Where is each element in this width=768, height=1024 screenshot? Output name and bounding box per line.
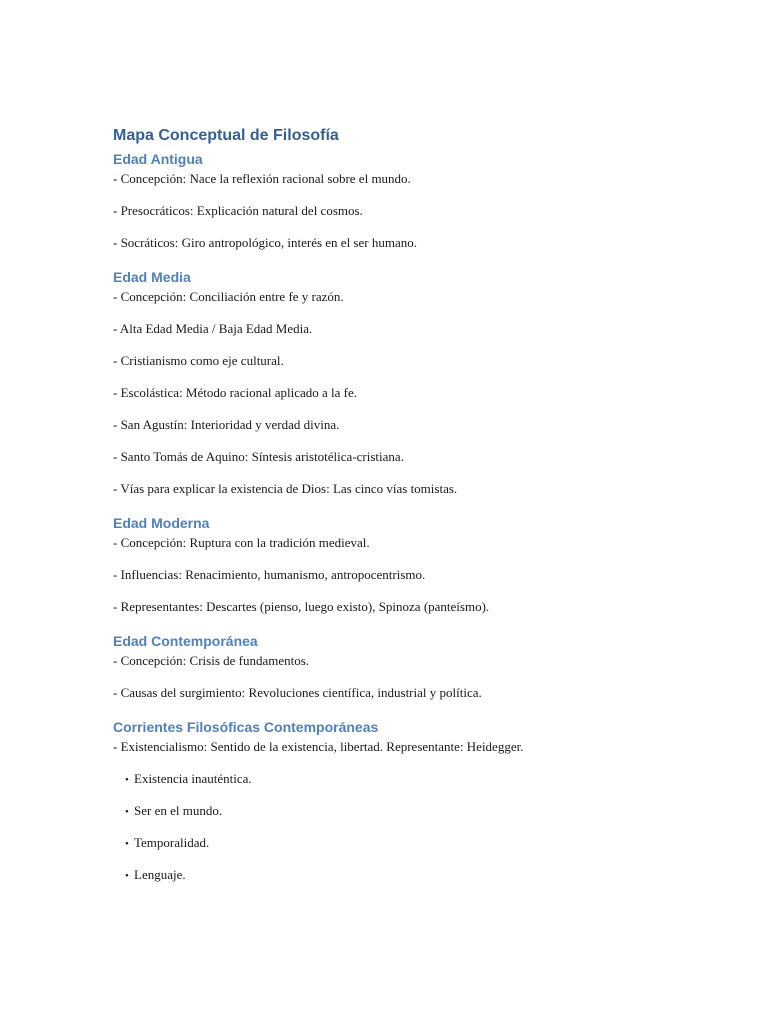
list-item: - Representantes: Descartes (pienso, luego existo), Spinoza (panteísmo).	[113, 599, 490, 614]
list-item: - Presocráticos: Explicación natural del cosmos.	[113, 203, 363, 218]
section-item-list	[113, 738, 733, 898]
section-edad-contemporanea	[113, 630, 733, 716]
section-edad-antigua	[113, 148, 733, 266]
section-item-list	[113, 170, 733, 266]
list-item: - Concepción: Nace la reflexión racional sobre el mundo.	[113, 171, 411, 186]
list-item: - Concepción: Crisis de fundamentos.	[113, 653, 310, 668]
sub-list-item	[113, 770, 733, 802]
list-item: - Causas del surgimiento: Revoluciones científica, industrial y política.	[113, 685, 482, 700]
section-heading: Edad Moderna	[113, 515, 210, 531]
sub-list-item-text: Temporalidad.	[134, 835, 210, 850]
section-heading: Edad Contemporánea	[113, 633, 258, 649]
section-item-list	[113, 534, 733, 630]
section-edad-moderna	[113, 512, 733, 630]
sub-list-item-text: Ser en el mundo.	[134, 803, 223, 818]
sub-list-item	[113, 802, 733, 834]
section-heading: Edad Antigua	[113, 151, 203, 167]
document-content	[113, 124, 733, 898]
section-item-list	[113, 288, 733, 512]
bullet-icon: •	[125, 870, 129, 882]
list-item: - San Agustín: Interioridad y verdad divina.	[113, 417, 340, 432]
list-item: - Cristianismo como eje cultural.	[113, 353, 284, 368]
section-corrientes-filosoficas-contemporaneas	[113, 716, 733, 898]
list-item: - Escolástica: Método racional aplicado a la fe.	[113, 385, 358, 400]
list-item: - Socráticos: Giro antropológico, interés en el ser humano.	[113, 235, 417, 250]
list-item: - Vías para explicar la existencia de Dios: Las cinco vías tomistas.	[113, 481, 458, 496]
list-item: - Alta Edad Media / Baja Edad Media.	[113, 321, 313, 336]
sub-list-item-text: Existencia inauténtica.	[134, 771, 252, 786]
section-edad-media	[113, 266, 733, 512]
list-item: - Concepción: Ruptura con la tradición medieval.	[113, 535, 370, 550]
section-heading: Edad Media	[113, 269, 191, 285]
section-item-list	[113, 652, 733, 716]
sub-list-item	[113, 866, 733, 898]
list-item: - Influencias: Renacimiento, humanismo, antropocentrismo.	[113, 567, 426, 582]
document-title: Mapa Conceptual de Filosofía	[113, 127, 339, 144]
bullet-icon: •	[125, 838, 129, 850]
list-item: - Concepción: Conciliación entre fe y razón.	[113, 289, 344, 304]
list-item: - Existencialismo: Sentido de la existencia, libertad. Representante: Heidegger.	[113, 739, 524, 754]
list-item: - Santo Tomás de Aquino: Síntesis aristotélica-cristiana.	[113, 449, 404, 464]
sections-container	[113, 148, 733, 898]
bullet-icon: •	[125, 774, 129, 786]
sub-list-item-text: Lenguaje.	[134, 867, 186, 882]
bullet-icon: •	[125, 806, 129, 818]
sub-list-item	[113, 834, 733, 866]
section-heading: Corrientes Filosóficas Contemporáneas	[113, 719, 379, 735]
